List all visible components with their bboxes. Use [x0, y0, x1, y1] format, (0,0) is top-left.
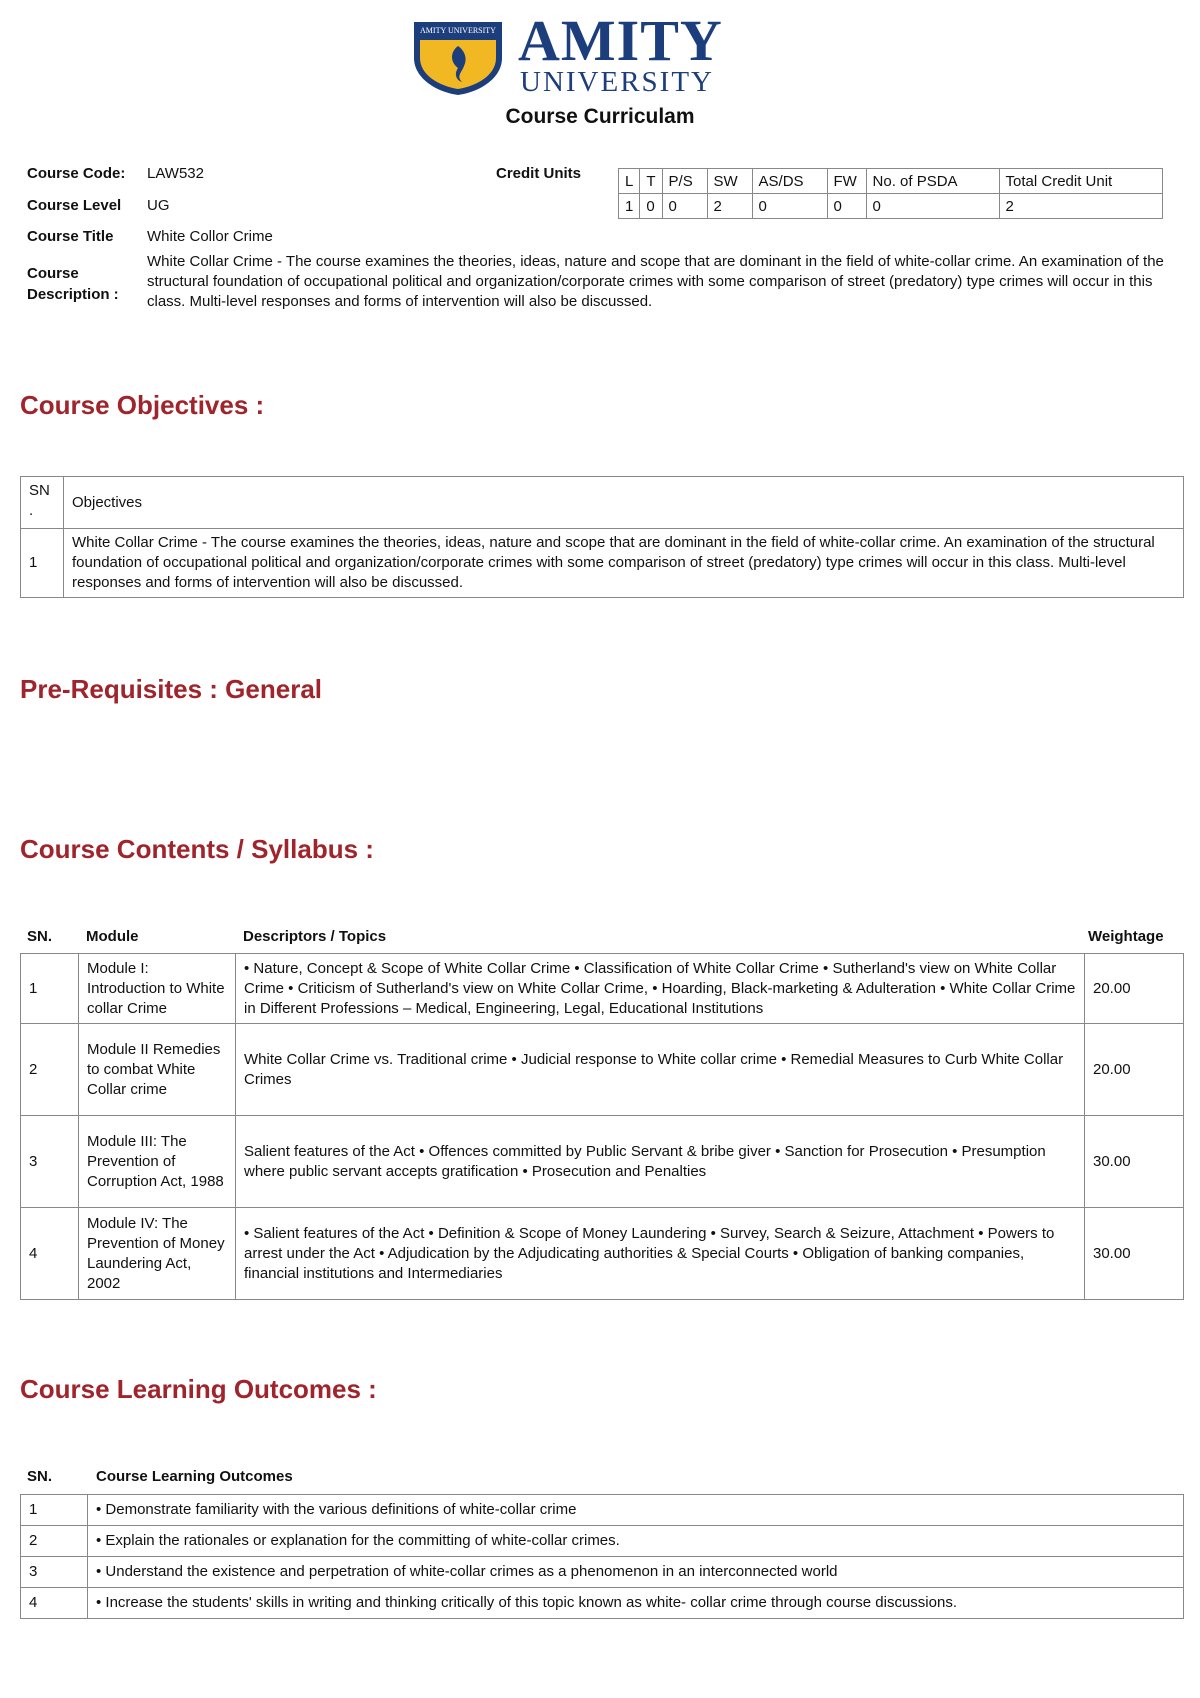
objectives-col-header: Objectives [64, 477, 1184, 529]
credit-header-cell: Total Credit Unit [999, 169, 1162, 194]
table-row [21, 954, 1184, 1024]
syllabus-topics-cell: White Collar Crime vs. Traditional crime • Judicial response to White collar crime • Remedial Measures to Curb White Collar Crimes [236, 1024, 1085, 1116]
credit-header-row [619, 169, 1163, 194]
objectives-header-row [21, 477, 1184, 529]
course-title-label: Course Title [27, 228, 114, 245]
table-row [21, 1208, 1184, 1300]
credit-value-cell: 0 [827, 194, 866, 219]
syllabus-table [20, 953, 1184, 1300]
credit-units-label: Credit Units [496, 165, 582, 182]
table-row [21, 1116, 1184, 1208]
credit-value-cell: 0 [752, 194, 827, 219]
syllabus-topics-cell: • Salient features of the Act • Definition & Scope of Money Laundering • Survey, Search & Seizure, Attachment • Powers to arrest under the Act • Adjudication by the Adjudicating authorities & Special Courts • Obligation of banking companies, financial institutions and Intermediaries [236, 1208, 1085, 1300]
credit-value-cell: 1 [619, 194, 640, 219]
brand-name: AMITY [518, 8, 723, 73]
credit-units-table [618, 168, 1163, 219]
outcomes-sn-cell: 2 [21, 1526, 88, 1557]
table-row [21, 1024, 1184, 1116]
credit-header-cell: AS/DS [752, 169, 827, 194]
syllabus-sn-cell: 2 [21, 1024, 79, 1116]
syllabus-module-cell: Module III: The Prevention of Corruption Act, 1988 [79, 1116, 236, 1208]
outcomes-text-cell: • Demonstrate familiarity with the various definitions of white-collar crime [88, 1495, 1184, 1526]
course-description: White Collar Crime - The course examines the theories, ideas, nature and scope that are dominant in the field of white-collar crime. An examination of the structural foundation of occupational political and organization/corporate crimes with some comparison of street (predatory) type crimes will occur in this class. Multi-level responses and forms of intervention will also be discussed. [147, 253, 1164, 310]
brand-subtitle: UNIVERSITY [520, 66, 714, 98]
course-code-value: LAW532 [147, 165, 204, 182]
credit-header-cell: No. of PSDA [866, 169, 999, 194]
page-title: Course Curriculam [505, 105, 695, 128]
course-level-value: UG [147, 197, 170, 214]
credit-value-cell: 2 [999, 194, 1162, 219]
objectives-sn-dot: . [29, 502, 34, 519]
crest-text: AMITY UNIVERSITY [420, 26, 496, 35]
outcomes-text-cell: • Understand the existence and perpetration of white-collar crimes as a phenomenon in an interconnected world [88, 1557, 1184, 1588]
course-level-label: Course Level [27, 197, 122, 214]
syllabus-weight-cell: 30.00 [1085, 1208, 1184, 1300]
outcomes-col-text: Course Learning Outcomes [96, 1468, 293, 1485]
objectives-sn-label: SN [29, 482, 50, 499]
syllabus-col-module: Module [86, 928, 139, 945]
syllabus-module-cell: Module II Remedies to combat White Collar crime [79, 1024, 236, 1116]
syllabus-weight-cell: 30.00 [1085, 1116, 1184, 1208]
credit-value-row [619, 194, 1163, 219]
syllabus-col-topics: Descriptors / Topics [243, 928, 387, 945]
objectives-heading: Course Objectives : [20, 390, 265, 420]
outcomes-sn-cell: 3 [21, 1557, 88, 1588]
credit-header-cell: FW [827, 169, 866, 194]
course-code-label: Course Code: [27, 165, 126, 182]
table-row [21, 529, 1184, 598]
syllabus-weight-cell: 20.00 [1085, 1024, 1184, 1116]
amity-logo [410, 8, 790, 100]
outcomes-col-sn: SN. [27, 1468, 53, 1485]
syllabus-col-sn: SN. [27, 928, 53, 945]
credit-header-cell: P/S [662, 169, 707, 194]
credit-value-cell: 0 [640, 194, 662, 219]
table-row [21, 1526, 1184, 1557]
objectives-text-cell: White Collar Crime - The course examines the theories, ideas, nature and scope that are dominant in the field of white-collar crime. An examination of the structural foundation of occupational political and organization/corporate crimes with some comparison of street (predatory) type crimes will occur in this class. Multi-level responses and forms of intervention will also be discussed. [64, 529, 1184, 598]
course-description-label-2: Description : [27, 286, 119, 303]
credit-header-cell: T [640, 169, 662, 194]
syllabus-sn-cell: 3 [21, 1116, 79, 1208]
objectives-table [20, 476, 1184, 598]
objectives-sn-header [21, 477, 64, 529]
credit-header-cell: L [619, 169, 640, 194]
outcomes-sn-cell: 4 [21, 1588, 88, 1619]
syllabus-module-cell: Module I: Introduction to White collar Crime [79, 954, 236, 1024]
syllabus-weight-cell: 20.00 [1085, 954, 1184, 1024]
credit-header-cell: SW [707, 169, 752, 194]
syllabus-topics-cell: Salient features of the Act • Offences committed by Public Servant & bribe giver • Sanction for Prosecution • Presumption where public servant accepts gratification • Prosecution and Penalties [236, 1116, 1085, 1208]
table-row [21, 1588, 1184, 1619]
crest-icon [410, 18, 506, 96]
syllabus-sn-cell: 1 [21, 954, 79, 1024]
outcomes-table [20, 1494, 1184, 1619]
syllabus-topics-cell: • Nature, Concept & Scope of White Collar Crime • Classification of White Collar Crime • Sutherland's view on White Collar Crime • Criticism of Sutherland's view on White Collar Crime, • Hoarding, Black-marketing & Adulteration • White Collar Crime in Different Professions – Medical, Engineering, Legal, Educational Institutions [236, 954, 1085, 1024]
syllabus-col-weightage: Weightage [1088, 928, 1164, 945]
course-description-label-1: Course [27, 265, 79, 282]
outcomes-heading: Course Learning Outcomes : [20, 1374, 377, 1404]
syllabus-heading: Course Contents / Syllabus : [20, 834, 374, 864]
objectives-sn-cell: 1 [21, 529, 64, 598]
outcomes-sn-cell: 1 [21, 1495, 88, 1526]
syllabus-module-cell: Module IV: The Prevention of Money Laundering Act, 2002 [79, 1208, 236, 1300]
syllabus-sn-cell: 4 [21, 1208, 79, 1300]
credit-value-cell: 0 [662, 194, 707, 219]
outcomes-text-cell: • Increase the students' skills in writing and thinking critically of this topic known as white- collar crime through course discussions. [88, 1588, 1184, 1619]
table-row [21, 1557, 1184, 1588]
prerequisites-heading: Pre-Requisites : General [20, 674, 322, 704]
table-row [21, 1495, 1184, 1526]
credit-value-cell: 2 [707, 194, 752, 219]
course-title-value: White Collor Crime [147, 228, 273, 245]
credit-value-cell: 0 [866, 194, 999, 219]
outcomes-text-cell: • Explain the rationales or explanation for the committing of white-collar crimes. [88, 1526, 1184, 1557]
